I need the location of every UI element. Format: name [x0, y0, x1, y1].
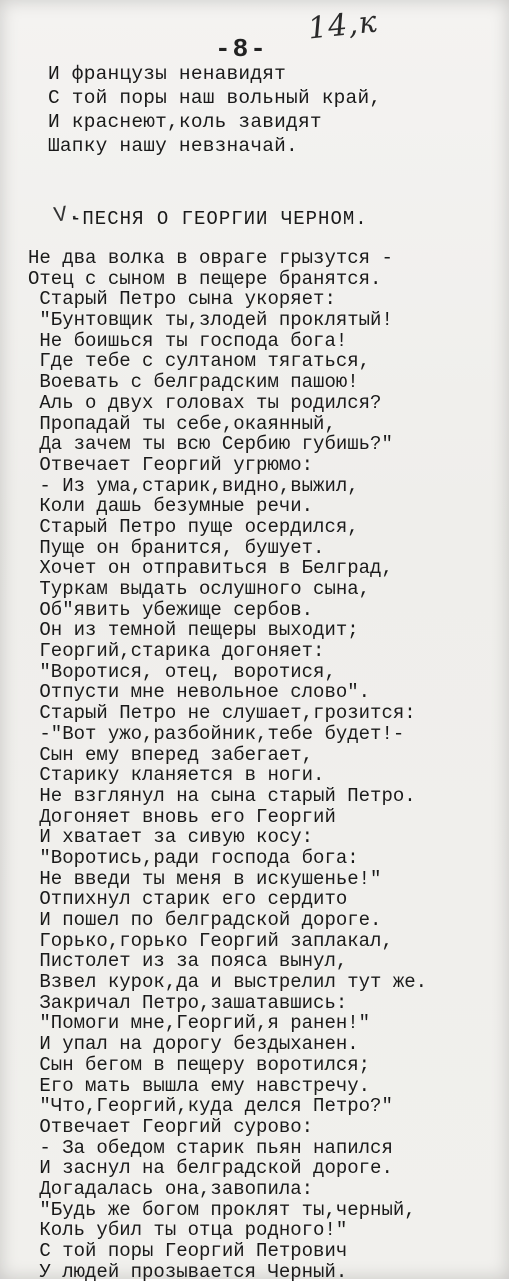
- song-line: "Помоги мне,Георгий,я ранен!": [28, 1012, 371, 1035]
- verse-stanza: [48, 62, 381, 158]
- song-line: И заснул на белградской дороге.: [28, 1157, 393, 1180]
- song-line: И пошел по белградской дороге.: [28, 909, 382, 931]
- handwritten-page-mark: 14,к: [306, 4, 380, 47]
- song-line: Где тебе с султаном тягаться,: [28, 350, 371, 373]
- song-line: Отвечает Георгий угрюмо:: [28, 453, 314, 476]
- page-number: -8-: [215, 34, 268, 64]
- song-line: Аль о двух головах ты родился?: [28, 391, 382, 414]
- song-line: Отвечает Георгий сурово:: [28, 1115, 314, 1138]
- song-line: Георгий,старика догоняет:: [28, 640, 325, 663]
- section-title-text: -ПЕСНЯ О ГЕОРГИИ ЧЕРНОМ.: [70, 208, 368, 230]
- song-line: Взвел курок,да и выстрелил тут же.: [28, 971, 428, 994]
- song-line: Не введи ты меня в искушенье!": [28, 867, 382, 890]
- song-line: Хочет он отправиться в Белград,: [28, 557, 393, 580]
- song-line: Коли дашь безумные речи.: [28, 495, 314, 518]
- song-line: Туркам выдать ослушного сына,: [28, 578, 371, 600]
- song-line: Пистолет из за пояса вынул,: [28, 950, 348, 973]
- song-line: Старый Петро сына укоряет:: [28, 288, 336, 311]
- song-line: "Воротись,ради господа бога:: [28, 846, 359, 869]
- song-line: Сын бегом в пещеру воротился;: [28, 1053, 371, 1076]
- song-line: Пропадай ты себе,окаянный,: [28, 412, 336, 435]
- verse-line: Шапку нашу невзначай.: [48, 135, 298, 157]
- song-line: У людей прозывается Черный.: [28, 1260, 348, 1283]
- song-line: Закричал Петро,зашатавшись:: [28, 991, 348, 1014]
- song-line: И упал на дорогу бездыханен.: [28, 1033, 359, 1056]
- song-line: "Что,Георгий,куда делся Петро?": [28, 1095, 393, 1118]
- song-line: Сын ему вперед забегает,: [28, 743, 314, 766]
- song-line: Старику кланяется в ноги.: [28, 764, 325, 787]
- song-line: - За обедом старик пьян напился: [28, 1136, 393, 1159]
- song-line: Воевать с белградским пашою!: [28, 371, 359, 394]
- song-line: -"Вот ужо,разбойник,тебе будет!-: [28, 722, 405, 745]
- verse-line: С той поры наш вольный край,: [48, 87, 382, 109]
- song-line: "Будь же богом проклят ты,черный,: [28, 1198, 416, 1221]
- song-line: Коль убил ты отца родного!": [28, 1219, 348, 1242]
- section-title: [52, 208, 368, 230]
- song-line: Об"явить убежище сербов.: [28, 598, 314, 621]
- song-line: С той поры Георгий Петрович: [28, 1240, 348, 1262]
- song-line: Старый Петро пуще осердился,: [28, 515, 359, 538]
- song-line: Отпусти мне невольное слово".: [28, 681, 371, 704]
- song-line: Догадалась она,завопила:: [28, 1177, 314, 1200]
- song-line: Да зачем ты всю Сербию губишь?": [28, 433, 393, 456]
- song-line: Пуще он бранится, бушует.: [28, 536, 325, 559]
- song-line: Горько,горько Георгий заплакал,: [28, 929, 393, 952]
- song-line: "Воротися, отец, воротися,: [28, 660, 336, 683]
- verse-line: И французы ненавидят: [48, 63, 287, 85]
- song-line: Его мать вышла ему навстречу.: [28, 1074, 371, 1097]
- song-line: И хватает за сивую косу:: [28, 826, 314, 849]
- song-line: Старый Петро не слушает,грозится:: [28, 702, 416, 725]
- song-text: [28, 248, 427, 1282]
- song-line: - Из ума,старик,видно,выжил,: [28, 474, 359, 497]
- song-line: Он из темной пещеры выходит;: [28, 619, 359, 642]
- verse-line: И краснеют,коль завидят: [48, 111, 322, 133]
- song-line: Отец с сыном в пещере бранятся.: [28, 267, 382, 290]
- song-line: Не два волка в овраге грызутся -: [28, 247, 393, 269]
- song-line: Догоняет вновь его Георгий: [28, 805, 336, 828]
- song-line: Не взглянул на сына старый Петро.: [28, 784, 416, 807]
- section-numeral: V.: [52, 200, 83, 229]
- song-line: Отпихнул старик его сердито: [28, 888, 348, 911]
- song-line: "Бунтовщик ты,злодей проклятый!: [28, 309, 393, 332]
- song-line: Не боишься ты господа бога!: [28, 329, 348, 352]
